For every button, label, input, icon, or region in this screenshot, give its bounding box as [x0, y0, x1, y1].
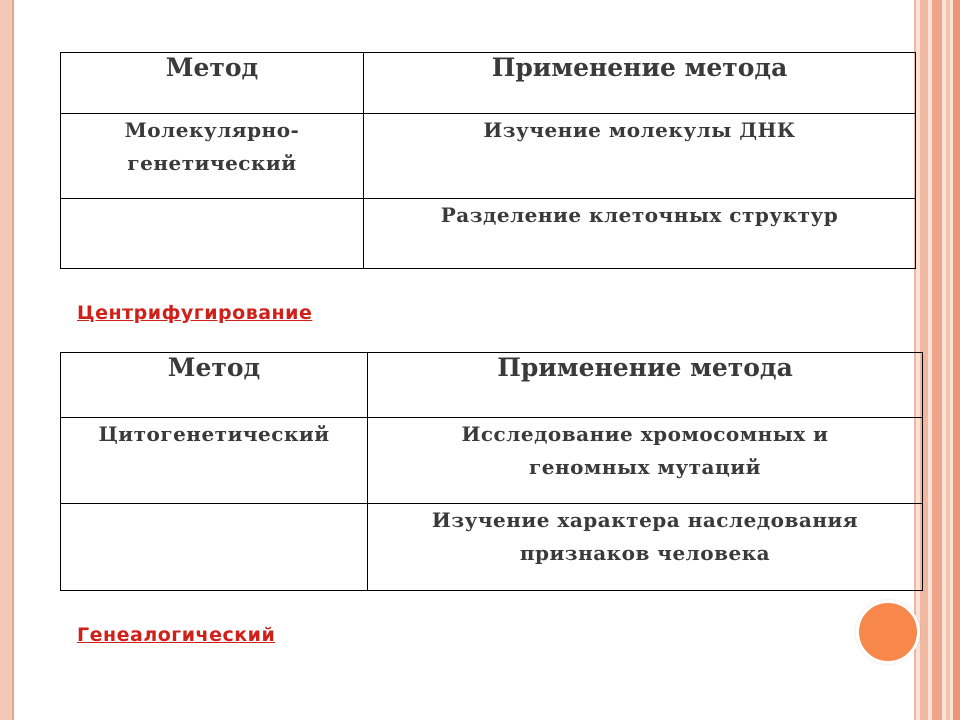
table-row: [61, 199, 916, 269]
method-line: Молекулярно-: [124, 118, 300, 142]
answer-link-1[interactable]: Центрифугирование: [77, 302, 313, 324]
method-cell-empty: [61, 504, 368, 591]
table-row: [61, 418, 923, 504]
table-header-row: [61, 353, 923, 418]
application-cell: Разделение клеточных структур: [364, 199, 916, 269]
application-cell: [368, 418, 923, 504]
method-cell-empty: [61, 199, 364, 269]
answer-link-2[interactable]: Генеалогический: [77, 624, 276, 646]
method-cell: Цитогенетический: [61, 418, 368, 504]
application-line: Изучение характера наследования: [431, 508, 859, 532]
methods-table-1: [60, 52, 916, 269]
header-method: Метод: [61, 53, 364, 114]
application-cell: Изучение молекулы ДНК: [364, 114, 916, 199]
application-line: геномных мутаций: [529, 455, 761, 479]
methods-table-2: [60, 352, 923, 591]
table-row: [61, 114, 916, 199]
header-application: Применение метода: [364, 53, 916, 114]
method-cell: [61, 114, 364, 199]
table-header-row: [61, 53, 916, 114]
method-line: генетический: [127, 151, 297, 175]
application-cell: [368, 504, 923, 591]
orange-circle-decoration: [856, 600, 920, 664]
header-method: Метод: [61, 353, 368, 418]
header-application: Применение метода: [368, 353, 923, 418]
left-decorative-border: [0, 0, 12, 720]
application-line: Исследование хромосомных и: [461, 422, 829, 446]
table-row: [61, 504, 923, 591]
application-line: признаков человека: [519, 541, 771, 565]
